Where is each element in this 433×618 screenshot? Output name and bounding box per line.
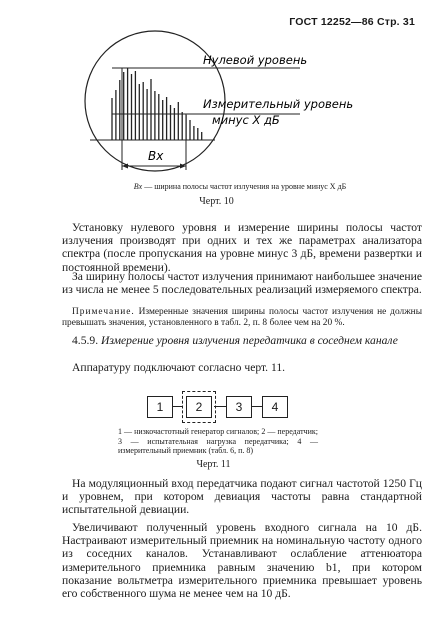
figure10-caption-text: — ширина полосы частот излучения на уровне минус X дБ — [142, 182, 347, 191]
connector-3-4 — [252, 406, 262, 407]
section-heading — [62, 334, 422, 347]
paragraph-attenuation: Увеличивают полученный уровень входного сигнала на 10 дБ. Настраивают измерительный приемник на номинальную частоту одного из соседних каналов. Устанавливают ослабление аттенюатора измерительного приемника равным значению b1, при котором показание вольтметра измерительного приемника превышает уровень его собственного шума не менее чем на 10 дБ. — [62, 521, 422, 601]
note-text: Измеренные значения ширины полосы частот излучения не должны превышать значения, установленного в табл. 2, п. 8 более чем на 20 %. — [62, 307, 422, 328]
paragraph-bandwidth: За ширину полосы частот излучения принимают наибольшее значение из числа не менее 5 последовательных реализаций измеряемого спектра. — [62, 270, 422, 297]
spectrum-figure — [0, 0, 433, 200]
figure10-caption-symbol: Bx — [133, 182, 143, 191]
spectral-lines — [112, 68, 202, 140]
measurement-level-label-1: Измерительный уровень — [203, 97, 354, 111]
figure10-caption — [90, 182, 390, 192]
section-title: Измерение уровня излучения передатчика в соседнем канале — [98, 334, 398, 347]
block-3: 3 — [226, 396, 252, 418]
note-label: Примечание. — [72, 307, 135, 317]
figure11-title: Черт. 11 — [196, 459, 231, 470]
page-header: ГОСТ 12252—86 Стр. 31 — [289, 16, 415, 28]
measurement-level-label-2: минус X дБ — [212, 113, 280, 127]
block-2: 2 — [186, 396, 212, 418]
paragraph-modulation: На модуляционный вход передатчика подают сигнал частотой 1250 Гц и уровнем, при котором девиация частоты равна стандартной испытательной девиации. — [62, 477, 422, 517]
note — [62, 307, 422, 329]
figure11-legend: 1 — низкочастотный генератор сигналов; 2 — передатчик; 3 — испытательная нагрузка передатчика; 4 — измерительный приемник (табл. 6, п. 8) — [118, 427, 318, 455]
section-number: 4.5.9. — [72, 334, 99, 347]
paragraph-connection: Аппаратуру подключают согласно черт. 11. — [72, 361, 286, 374]
figure10-title: Черт. 10 — [199, 196, 234, 207]
connector-1-2 — [173, 406, 183, 407]
bandwidth-label: Bx — [148, 149, 164, 163]
paragraph-zero-level: Установку нулевого уровня и измерение ширины полосы частот излучения производят при одних и тех же параметрах анализатора спектра (после пропускания на уровне минус 3 дБ, времени развертки и постоянной времени). — [62, 221, 422, 274]
block-1: 1 — [147, 396, 173, 418]
zero-level-label: Нулевой уровень — [203, 53, 308, 67]
connector-2-3 — [214, 406, 226, 407]
block-4: 4 — [262, 396, 288, 418]
